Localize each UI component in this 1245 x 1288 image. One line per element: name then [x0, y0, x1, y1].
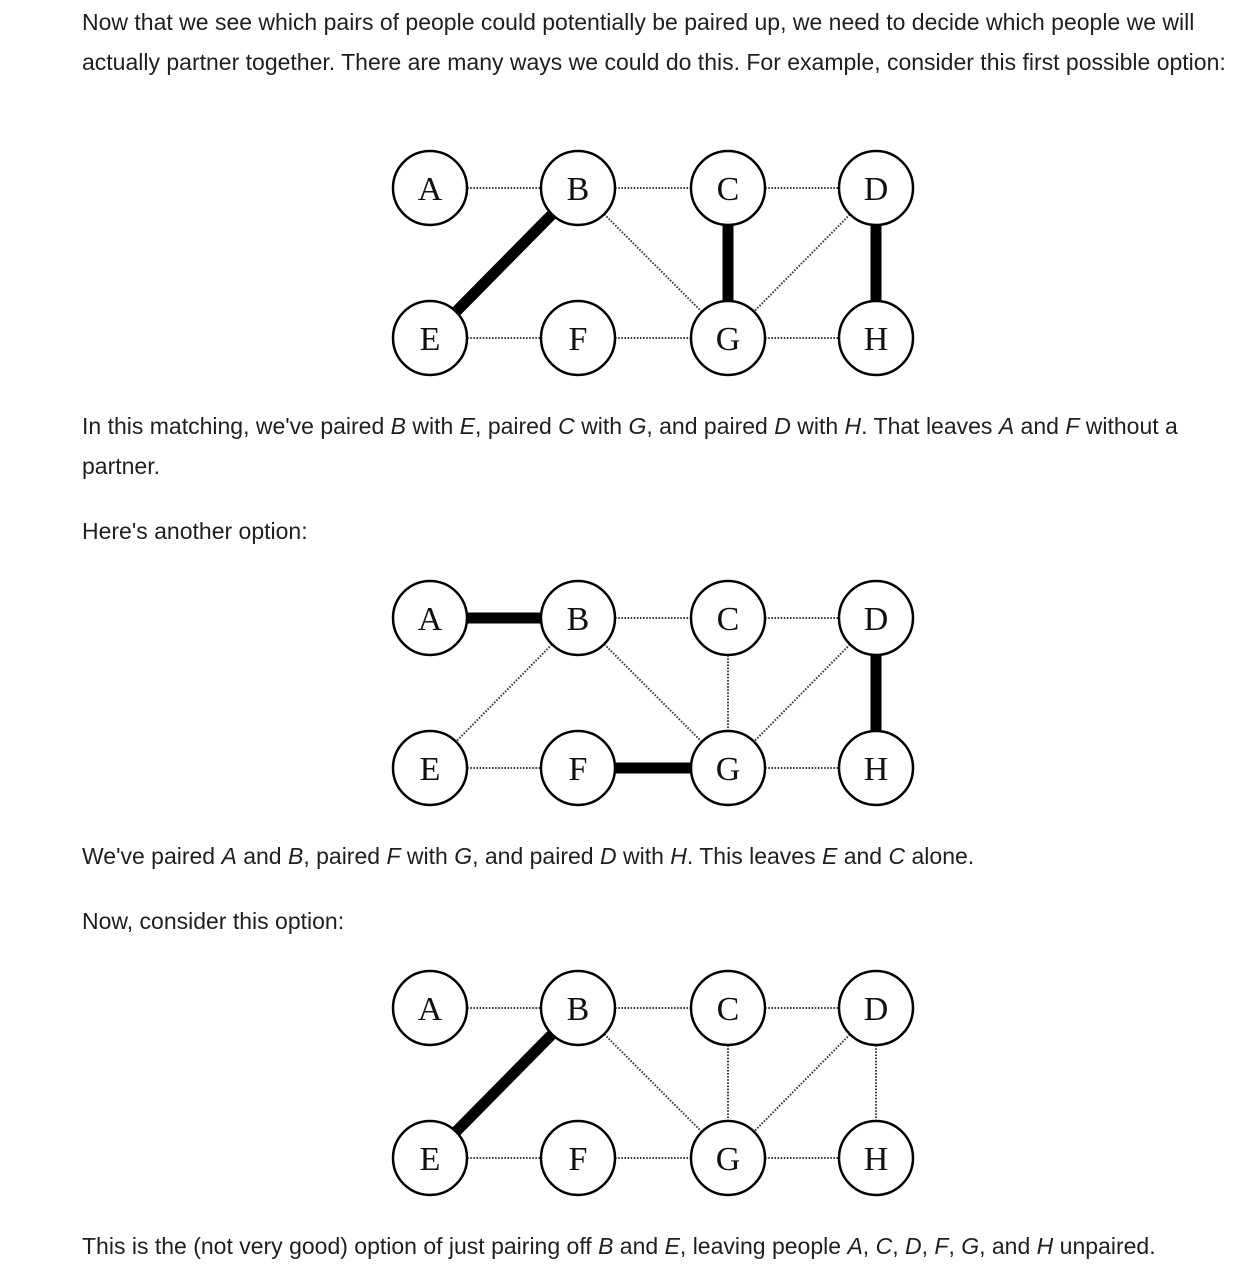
node-label: G: [715, 321, 741, 358]
node-e: [393, 1121, 467, 1195]
node-h: [839, 301, 913, 375]
node-d: [839, 971, 913, 1045]
node-f: [541, 301, 615, 375]
node-e: [393, 301, 467, 375]
matching-3-caption: This is the (not very good) option of just pairing off B and E, leaving people A, C, D, F, G, and H unpaired.: [82, 1233, 1156, 1259]
node-d: [839, 151, 913, 225]
node-a: [393, 971, 467, 1045]
matching-1-caption: In this matching, we've paired B with E, paired C with G, and paired D with H. That leaves A and F without a partner.: [82, 413, 1178, 479]
node-label: H: [863, 321, 889, 358]
matching-graph-2: [388, 578, 918, 814]
node-label: E: [419, 751, 441, 788]
matching-graph-3: [388, 968, 918, 1204]
node-label: B: [566, 991, 590, 1028]
node-label: A: [417, 991, 443, 1028]
node-c: [691, 151, 765, 225]
node-g: [691, 301, 765, 375]
graph-2-svg: [388, 578, 918, 814]
matching-graph-1: [388, 148, 918, 384]
node-label: E: [419, 1141, 441, 1178]
node-label: F: [568, 321, 588, 358]
node-label: D: [863, 171, 889, 208]
node-label: H: [863, 1141, 889, 1178]
node-h: [839, 1121, 913, 1195]
node-a: [393, 581, 467, 655]
node-label: G: [715, 1141, 741, 1178]
node-d: [839, 581, 913, 655]
node-label: C: [716, 991, 740, 1028]
node-g: [691, 1121, 765, 1195]
node-label: D: [863, 991, 889, 1028]
node-e: [393, 731, 467, 805]
node-c: [691, 581, 765, 655]
node-label: C: [716, 601, 740, 638]
graph-1-svg: [388, 148, 918, 384]
node-f: [541, 1121, 615, 1195]
node-b: [541, 581, 615, 655]
node-label: C: [716, 171, 740, 208]
node-label: D: [863, 601, 889, 638]
node-b: [541, 971, 615, 1045]
node-g: [691, 731, 765, 805]
node-a: [393, 151, 467, 225]
node-label: B: [566, 601, 590, 638]
node-b: [541, 151, 615, 225]
another-option-paragraph: Here's another option:: [82, 518, 308, 544]
node-h: [839, 731, 913, 805]
intro-paragraph: Now that we see which pairs of people could potentially be paired up, we need to decide which people we will actually partner together. There are many ways we could do this. For example, consider this first possible option:: [82, 9, 1226, 75]
node-label: B: [566, 171, 590, 208]
node-label: F: [568, 751, 588, 788]
node-f: [541, 731, 615, 805]
node-label: E: [419, 321, 441, 358]
consider-option-paragraph: Now, consider this option:: [82, 908, 345, 934]
node-label: F: [568, 1141, 588, 1178]
node-c: [691, 971, 765, 1045]
node-label: A: [417, 171, 443, 208]
matching-2-caption: We've paired A and B, paired F with G, and paired D with H. This leaves E and C alone.: [82, 843, 975, 869]
node-label: H: [863, 751, 889, 788]
node-label: G: [715, 751, 741, 788]
graph-3-svg: [388, 968, 918, 1204]
node-label: A: [417, 601, 443, 638]
